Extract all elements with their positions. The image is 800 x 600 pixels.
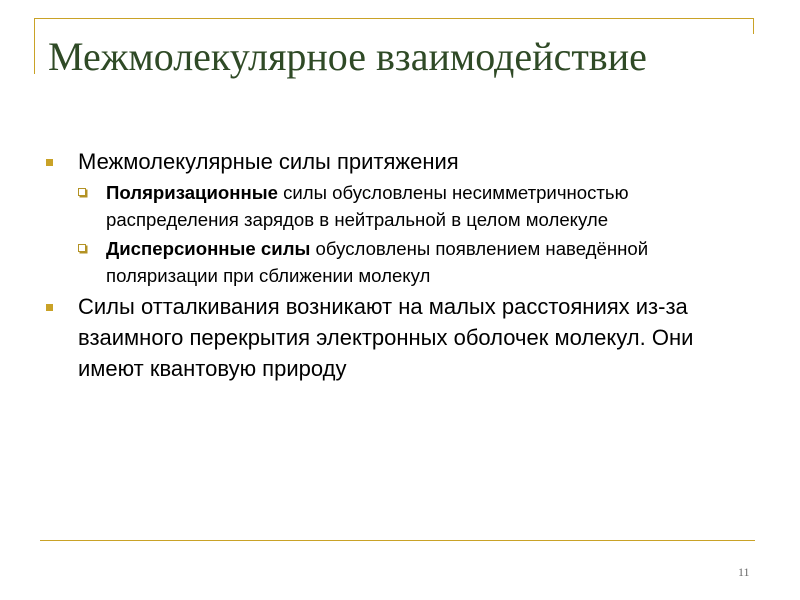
sub-bullet-bold-term: Дисперсионные силы xyxy=(106,238,311,259)
sub-bullet-list xyxy=(78,179,706,289)
square-bullet-icon xyxy=(46,159,53,166)
bullet-list xyxy=(46,146,706,384)
page-number: 11 xyxy=(738,565,750,579)
slide-title: Межмолекулярное взаимодействие xyxy=(48,34,647,79)
bullet-item-attraction xyxy=(46,146,706,289)
top-right-border-tick xyxy=(753,18,754,34)
bottom-border-line xyxy=(40,540,755,541)
left-border-tick xyxy=(34,18,35,74)
sub-bullet-bold-term: Поляризационные xyxy=(106,182,278,203)
sub-bullet-item-dispersion xyxy=(78,235,706,289)
bullet-text: Межмолекулярные силы притяжения xyxy=(78,149,459,174)
bullet-item-repulsion xyxy=(46,291,706,384)
top-border-line xyxy=(34,18,754,19)
square-bullet-icon xyxy=(46,304,53,311)
sub-bullet-text: силы обусловлены несимметричностью распределения зарядов в нейтральной в целом молекуле xyxy=(106,182,629,230)
hollow-square-bullet-icon xyxy=(78,244,86,252)
sub-bullet-text: обусловлены появлением наведённой поляризации при сближении молекул xyxy=(106,238,649,286)
bullet-text: Силы отталкивания возникают на малых расстояниях из-за взаимного перекрытия электронных оболочек молекул. Они имеют квантовую природу xyxy=(78,294,694,381)
sub-bullet-item-polarization xyxy=(78,179,706,233)
hollow-square-bullet-icon xyxy=(78,188,86,196)
